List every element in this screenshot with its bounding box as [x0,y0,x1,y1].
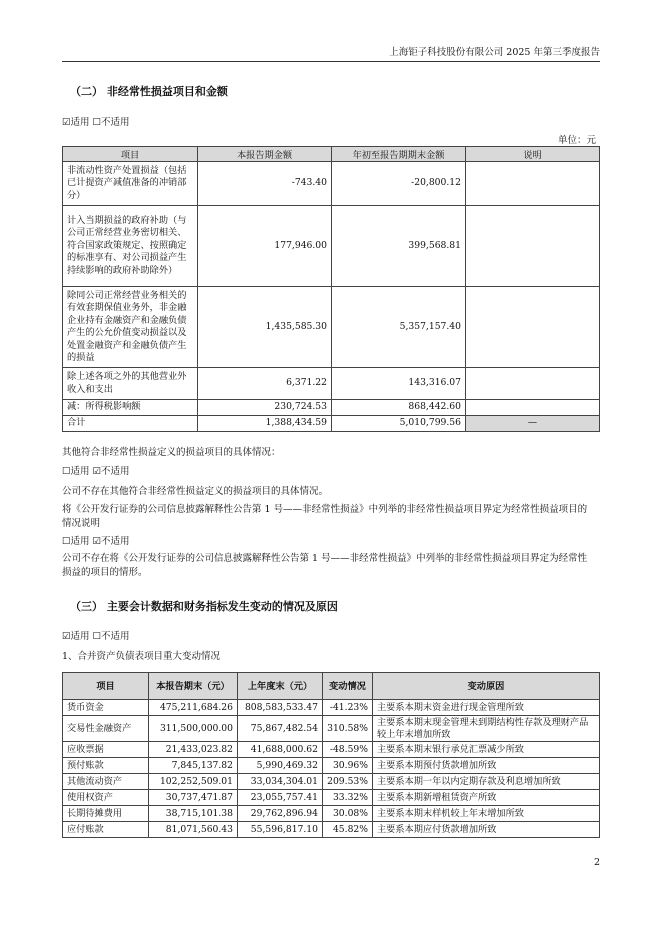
row-end: 21,433,023.82 [149,742,238,758]
row-reason: 主要系本期新增租赁资产所致 [373,790,600,806]
row-item: 计入当期损益的政府补助（与公司正常经营业务密切相关、符合国家政策规定、按照确定的标准享有、对公司损益产生持续影响的政府补助除外） [63,206,198,287]
table-row [63,822,600,838]
col-current: 本报告期金额 [198,147,332,162]
row-current: 1,435,585.30 [198,287,332,368]
table-row [63,774,600,790]
row-note: — [466,416,600,432]
reclassification-text: 将《公开发行证券的公司信息披露解释性公告第 1 号——非经常性损益》中列举的非经常性损益项目界定为经常性损益项目的情况说明 [62,504,588,529]
row-prev: 23,055,757.41 [238,790,323,806]
row-reason: 主要系本期末银行承兑汇票减少所致 [373,742,600,758]
unit-label: 单位：元 [557,135,596,146]
col-period-end: 本报告期末（元） [149,673,238,700]
row-reason: 主要系本期末现金管理未到期结构性存款及理财产品较上年末增加所致 [373,716,600,742]
row-ytd: 5,357,157.40 [332,287,466,368]
row-note [466,400,600,416]
section2-applicable: ☑适用 ☐不适用 [62,117,130,128]
table-row [63,742,600,758]
page-number: 2 [593,857,600,868]
row-end: 311,500,000.00 [149,716,238,742]
row-ytd: -20,800.12 [332,162,466,206]
row-item: 预付账款 [63,758,149,774]
row-note [466,162,600,206]
row-prev: 29,762,896.94 [238,806,323,822]
table-row [63,758,600,774]
row-current: 6,371.22 [198,368,332,400]
table-row [63,162,600,206]
balance-sheet-changes-table [62,672,600,838]
row-change: 30.96% [323,758,373,774]
col-note: 说明 [466,147,600,162]
row-note [466,206,600,287]
row-note [466,368,600,400]
row-end: 102,252,509.01 [149,774,238,790]
other-items-applicable: ☐适用 ☑不适用 [62,466,130,477]
row-current: -743.40 [198,162,332,206]
row-item: 使用权资产 [63,790,149,806]
reclassification-statement: 公司不存在将《公开发行证券的公司信息披露解释性公告第 1 号——非经常性损益》中列举的非经常性损益项目界定为经常性损益的项目的情形。 [62,553,588,578]
row-end: 81,071,560.43 [149,822,238,838]
row-item: 交易性金融资产 [63,716,149,742]
row-current: 177,946.00 [198,206,332,287]
row-reason: 主要系本期预付货款增加所致 [373,758,600,774]
table-row [63,206,600,287]
row-change: -48.59% [323,742,373,758]
table-row [63,700,600,716]
col-change: 变动情况 [323,673,373,700]
row-current: 1,388,434.59 [198,416,332,432]
row-item: 应收票据 [63,742,149,758]
row-change: 33.32% [323,790,373,806]
row-end: 30,737,471.87 [149,790,238,806]
row-item: 合计 [63,416,198,432]
row-item: 应付账款 [63,822,149,838]
col-ytd: 年初至报告期期末金额 [332,147,466,162]
row-change: -41.23% [323,700,373,716]
table-row [63,287,600,368]
row-change: 30.08% [323,806,373,822]
reclassification-applicable: ☐适用 ☑不适用 [62,536,130,547]
header-divider [62,61,600,62]
section3-subtitle: 1、合并资产负债表项目重大变动情况 [62,651,221,662]
section3-applicable: ☑适用 ☐不适用 [62,631,130,642]
row-prev: 5,990,469.32 [238,758,323,774]
other-items-statement: 公司不存在其他符合非经常性损益定义的损益项目的具体情况。 [62,486,329,497]
row-change: 209.53% [323,774,373,790]
row-reason: 主要系本期一年以内定期存款及利息增加所致 [373,774,600,790]
row-change: 310.58% [323,716,373,742]
col-reason: 变动原因 [373,673,600,700]
row-end: 475,211,684.26 [149,700,238,716]
row-prev: 808,583,533.47 [238,700,323,716]
row-prev: 75,867,482.54 [238,716,323,742]
row-item: 其他流动资产 [63,774,149,790]
row-ytd: 399,568.81 [332,206,466,287]
row-end: 38,715,101.38 [149,806,238,822]
section3-title: （三） 主要会计数据和财务指标发生变动的情况及原因 [70,600,338,613]
row-item: 货币资金 [63,700,149,716]
row-ytd: 868,442.60 [332,400,466,416]
report-header: 上海钜子科技股份有限公司 2025 年第三季度报告 [389,47,600,58]
row-reason: 主要系本期末样机较上年末增加所致 [373,806,600,822]
table-row [63,806,600,822]
row-note [466,287,600,368]
non-recurring-table [62,146,600,432]
row-prev: 33,034,304.01 [238,774,323,790]
row-end: 7,845,137.82 [149,758,238,774]
col-item: 项目 [63,673,149,700]
row-change: 45.82% [323,822,373,838]
col-item: 项目 [63,147,198,162]
table-row [63,790,600,806]
table-row [63,716,600,742]
row-item: 除上述各项之外的其他营业外收入和支出 [63,368,198,400]
row-current: 230,724.53 [198,400,332,416]
row-item: 非流动性资产处置损益（包括已计提资产减值准备的冲销部分） [63,162,198,206]
col-prev-year-end: 上年度末（元） [238,673,323,700]
table-row-total [63,416,600,432]
row-item: 减：所得税影响额 [63,400,198,416]
row-reason: 主要系本期末资金进行现金管理所致 [373,700,600,716]
row-prev: 41,688,000.62 [238,742,323,758]
row-item: 长期待摊费用 [63,806,149,822]
row-item: 除同公司正常经营业务相关的有效套期保值业务外，非金融企业持有金融资产和金融负债产生的公允价值变动损益以及处置金融资产和金融负债产生的损益 [63,287,198,368]
table-row [63,368,600,400]
row-ytd: 143,316.07 [332,368,466,400]
other-items-text: 其他符合非经常性损益定义的损益项目的具体情况： [62,447,281,458]
row-reason: 主要系本期应付货款增加所致 [373,822,600,838]
row-ytd: 5,010,799.56 [332,416,466,432]
row-prev: 55,596,817.10 [238,822,323,838]
section2-title: （二） 非经常性损益项目和金额 [70,85,228,98]
table-row [63,400,600,416]
